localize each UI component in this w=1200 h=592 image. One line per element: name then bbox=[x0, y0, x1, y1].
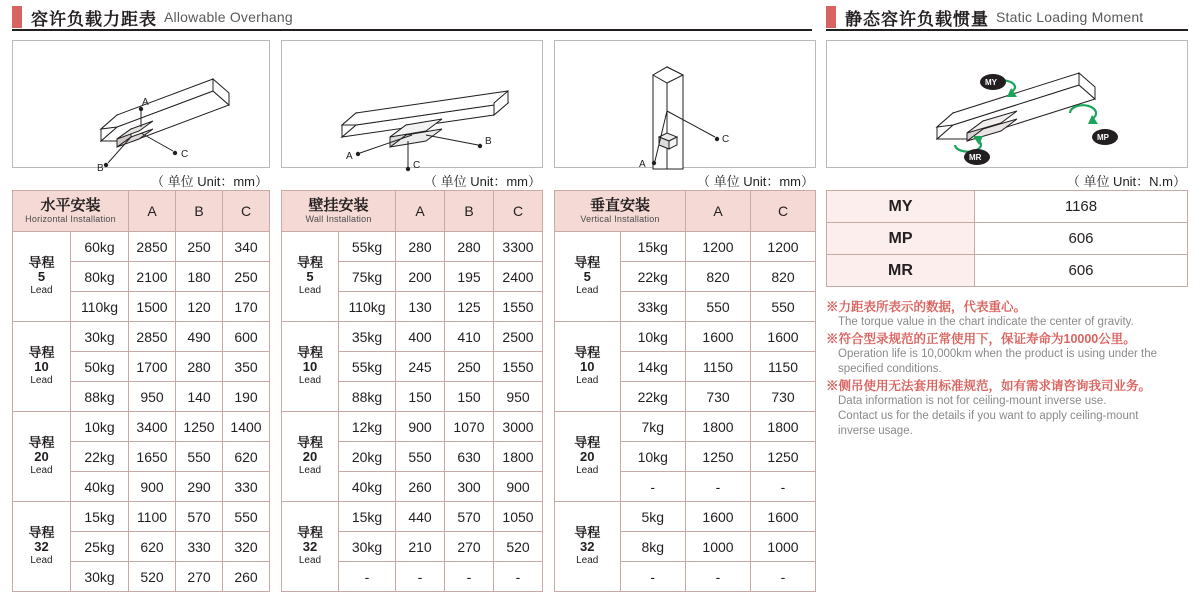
panel-horizontal bbox=[12, 40, 270, 592]
cell-b: 570 bbox=[176, 502, 223, 532]
header-cn: 壁挂安装 bbox=[308, 196, 369, 214]
lead-num: 32 bbox=[34, 538, 49, 554]
cell-kg: 8kg bbox=[620, 532, 686, 562]
cell-c: 3000 bbox=[494, 412, 543, 442]
cell-a: 3400 bbox=[129, 412, 176, 442]
note-en: Operation life is 10,000km when the product is using under the bbox=[838, 348, 1157, 360]
header-rule-right bbox=[826, 29, 1188, 31]
lead-cn: 导程 bbox=[296, 434, 323, 450]
cell-c: 190 bbox=[223, 382, 270, 412]
note-cn: ※符合型录规范的正常使用下，保证寿命为10000公里。 bbox=[826, 332, 1136, 346]
lead-cn: 导程 bbox=[574, 344, 601, 360]
table-row bbox=[282, 232, 543, 262]
cell-c: 1800 bbox=[751, 412, 816, 442]
cell-c: 600 bbox=[223, 322, 270, 352]
cell-kg: 10kg bbox=[620, 442, 686, 472]
cell-kg: 33kg bbox=[620, 292, 686, 322]
cell-b: 290 bbox=[176, 472, 223, 502]
lead-num: 10 bbox=[302, 358, 318, 374]
lead-en: Lead bbox=[576, 284, 599, 296]
note-item bbox=[826, 379, 1188, 439]
table-wall bbox=[281, 190, 543, 592]
cell-c: 2400 bbox=[494, 262, 543, 292]
cell-kg: 22kg bbox=[620, 382, 686, 412]
lead-group-cell bbox=[13, 322, 71, 412]
cell-c: 3300 bbox=[494, 232, 543, 262]
cell-a: 1600 bbox=[686, 322, 751, 352]
cell-kg: 25kg bbox=[71, 532, 129, 562]
cell-b: 330 bbox=[176, 532, 223, 562]
lead-num: 20 bbox=[580, 448, 595, 464]
cell-kg: 88kg bbox=[339, 382, 396, 412]
table-row bbox=[13, 322, 270, 352]
lead-num: 10 bbox=[34, 358, 49, 374]
lead-group-cell bbox=[555, 232, 621, 322]
cell-kg: 50kg bbox=[71, 352, 129, 382]
cell-c: 550 bbox=[751, 292, 816, 322]
cell-b: 570 bbox=[445, 502, 494, 532]
lead-cn: 导程 bbox=[296, 344, 323, 360]
lead-num: 5 bbox=[306, 268, 314, 284]
lead-num: 5 bbox=[37, 268, 46, 284]
cell-kg: 55kg bbox=[339, 352, 396, 382]
table-row bbox=[555, 322, 816, 352]
cell-c: 620 bbox=[223, 442, 270, 472]
cell-c: 950 bbox=[494, 382, 543, 412]
cell-kg: - bbox=[620, 562, 686, 592]
cell-a: 2850 bbox=[129, 322, 176, 352]
cell-a: 1600 bbox=[686, 502, 751, 532]
svg-text:B: B bbox=[97, 163, 104, 174]
cell-c: 730 bbox=[751, 382, 816, 412]
cell-c: 520 bbox=[494, 532, 543, 562]
cell-b: 1070 bbox=[445, 412, 494, 442]
lead-cn: 导程 bbox=[574, 434, 601, 450]
cell-a: 730 bbox=[686, 382, 751, 412]
note-en: inverse usage. bbox=[838, 425, 913, 437]
panel-vertical bbox=[554, 40, 816, 592]
cell-b: - bbox=[445, 562, 494, 592]
col-b: B bbox=[176, 191, 223, 232]
cell-kg: 30kg bbox=[71, 322, 129, 352]
cell-kg: 110kg bbox=[71, 292, 129, 322]
lead-en: Lead bbox=[30, 554, 53, 566]
cell-c: 820 bbox=[751, 262, 816, 292]
cell-kg: 15kg bbox=[339, 502, 396, 532]
diagram-horizontal bbox=[12, 40, 270, 174]
lead-en: Lead bbox=[576, 374, 599, 386]
cell-b: 270 bbox=[176, 562, 223, 592]
moment-label: MY bbox=[827, 191, 975, 223]
cell-c: - bbox=[751, 562, 816, 592]
lead-group-cell bbox=[555, 502, 621, 592]
cell-a: 1800 bbox=[686, 412, 751, 442]
cell-c: 1400 bbox=[223, 412, 270, 442]
cell-kg: 35kg bbox=[339, 322, 396, 352]
lead-cn: 导程 bbox=[574, 524, 601, 540]
header-title-cn-right: 静态容许负载惯量 bbox=[845, 9, 989, 29]
note-cn: ※侧吊使用无法套用标准规范，如有需求请咨询我司业务。 bbox=[826, 379, 1152, 393]
cell-c: 1200 bbox=[751, 232, 816, 262]
moment-value: 1168 bbox=[975, 191, 1188, 223]
cell-kg: 110kg bbox=[339, 292, 396, 322]
table-header-name-vertical bbox=[555, 191, 686, 232]
cell-b: 120 bbox=[176, 292, 223, 322]
cell-b: 180 bbox=[176, 262, 223, 292]
table-row bbox=[13, 502, 270, 532]
lead-en: Lead bbox=[30, 374, 53, 386]
unit-label-vertical: （ 单位 Unit：mm） bbox=[696, 174, 814, 189]
cell-a: 900 bbox=[129, 472, 176, 502]
note-en: The torque value in the chart indicate the center of gravity. bbox=[838, 316, 1134, 328]
lead-num: 20 bbox=[302, 448, 318, 464]
cell-c: 1150 bbox=[751, 352, 816, 382]
cell-c: - bbox=[751, 472, 816, 502]
col-c: C bbox=[223, 191, 270, 232]
lead-group-cell bbox=[13, 502, 71, 592]
cell-kg: 88kg bbox=[71, 382, 129, 412]
cell-c: 330 bbox=[223, 472, 270, 502]
cell-kg: 15kg bbox=[71, 502, 129, 532]
cell-a: 620 bbox=[129, 532, 176, 562]
svg-text:MP: MP bbox=[1097, 133, 1109, 142]
lead-group-cell bbox=[555, 322, 621, 412]
cell-kg: 80kg bbox=[71, 262, 129, 292]
svg-text:A: A bbox=[639, 159, 646, 170]
lead-group-cell bbox=[282, 412, 339, 502]
cell-a: 1700 bbox=[129, 352, 176, 382]
cell-a: 820 bbox=[686, 262, 751, 292]
cell-c: 1600 bbox=[751, 322, 816, 352]
svg-text:B: B bbox=[485, 136, 492, 147]
header-en: Wall Installation bbox=[305, 213, 372, 224]
cell-c: 340 bbox=[223, 232, 270, 262]
cell-b: 140 bbox=[176, 382, 223, 412]
cell-kg: 75kg bbox=[339, 262, 396, 292]
unit-label-moment: （ 单位 Unit：N.m） bbox=[1066, 174, 1186, 189]
svg-text:C: C bbox=[181, 149, 189, 160]
cell-b: 250 bbox=[445, 352, 494, 382]
table-row bbox=[555, 232, 816, 262]
cell-a: 1000 bbox=[686, 532, 751, 562]
table-vertical bbox=[554, 190, 816, 592]
cell-kg: 20kg bbox=[339, 442, 396, 472]
lead-num: 20 bbox=[34, 448, 49, 464]
cell-kg: 30kg bbox=[339, 532, 396, 562]
section-header-right bbox=[826, 4, 1143, 30]
col-a: A bbox=[129, 191, 176, 232]
diagram-moment bbox=[826, 40, 1188, 168]
header-title-en-right: Static Loading Moment bbox=[996, 9, 1144, 25]
cell-c: 170 bbox=[223, 292, 270, 322]
cell-c: 1550 bbox=[494, 352, 543, 382]
cell-kg: 14kg bbox=[620, 352, 686, 382]
cell-c: 350 bbox=[223, 352, 270, 382]
lead-en: Lead bbox=[30, 464, 53, 476]
cell-a: 950 bbox=[129, 382, 176, 412]
cell-a: 1100 bbox=[129, 502, 176, 532]
cell-c: 1600 bbox=[751, 502, 816, 532]
lead-group-cell bbox=[282, 232, 339, 322]
cell-c: 900 bbox=[494, 472, 543, 502]
lead-group-cell bbox=[282, 322, 339, 412]
note-item bbox=[826, 332, 1188, 377]
cell-c: 1550 bbox=[494, 292, 543, 322]
notes-block bbox=[826, 300, 1188, 439]
svg-text:C: C bbox=[722, 134, 730, 145]
cell-kg: 5kg bbox=[620, 502, 686, 532]
cell-c: 2500 bbox=[494, 322, 543, 352]
cell-b: 300 bbox=[445, 472, 494, 502]
lead-num: 5 bbox=[583, 268, 591, 284]
table-row bbox=[827, 191, 1188, 223]
moment-label: MP bbox=[827, 223, 975, 255]
lead-cn: 导程 bbox=[296, 524, 323, 540]
lead-group-cell bbox=[13, 412, 71, 502]
diagram-wall bbox=[281, 40, 543, 171]
lead-group-cell bbox=[282, 502, 339, 592]
cell-kg: - bbox=[339, 562, 396, 592]
cell-kg: 40kg bbox=[71, 472, 129, 502]
cell-kg: 30kg bbox=[71, 562, 129, 592]
lead-num: 32 bbox=[302, 538, 318, 554]
lead-cn: 导程 bbox=[28, 524, 55, 540]
lead-group-cell bbox=[13, 232, 71, 322]
cell-a: 1650 bbox=[129, 442, 176, 472]
header-cn: 水平安装 bbox=[40, 196, 101, 214]
table-moment bbox=[826, 190, 1188, 287]
table-row bbox=[555, 412, 816, 442]
cell-c: 1000 bbox=[751, 532, 816, 562]
svg-text:A: A bbox=[142, 97, 149, 108]
cell-a: 130 bbox=[396, 292, 445, 322]
lead-en: Lead bbox=[298, 554, 322, 566]
cell-a: 150 bbox=[396, 382, 445, 412]
diagram-vertical bbox=[554, 40, 816, 168]
moment-value: 606 bbox=[975, 223, 1188, 255]
cell-kg: 22kg bbox=[71, 442, 129, 472]
header-accent-bar-right bbox=[826, 6, 836, 28]
header-rule-left bbox=[12, 29, 812, 31]
cell-kg: 22kg bbox=[620, 262, 686, 292]
note-en: Contact us for the details if you want to apply ceiling-mount bbox=[838, 410, 1139, 422]
svg-text:A: A bbox=[346, 151, 353, 162]
cell-a: 900 bbox=[396, 412, 445, 442]
col-b: B bbox=[445, 191, 494, 232]
cell-a: 245 bbox=[396, 352, 445, 382]
cell-a: 2850 bbox=[129, 232, 176, 262]
table-row bbox=[282, 502, 543, 532]
cell-a: 260 bbox=[396, 472, 445, 502]
section-header-left bbox=[12, 4, 293, 30]
table-row bbox=[282, 412, 543, 442]
cell-b: 250 bbox=[176, 232, 223, 262]
lead-en: Lead bbox=[576, 554, 599, 566]
cell-b: 1250 bbox=[176, 412, 223, 442]
cell-kg: 15kg bbox=[620, 232, 686, 262]
lead-num: 10 bbox=[580, 358, 595, 374]
lead-en: Lead bbox=[576, 464, 599, 476]
col-a: A bbox=[396, 191, 445, 232]
panel-moment bbox=[826, 40, 1188, 441]
cell-a: 520 bbox=[129, 562, 176, 592]
cell-a: 280 bbox=[396, 232, 445, 262]
lead-num: 32 bbox=[580, 538, 595, 554]
cell-b: 150 bbox=[445, 382, 494, 412]
header-cn: 垂直安装 bbox=[589, 196, 650, 214]
cell-a: 200 bbox=[396, 262, 445, 292]
svg-text:MY: MY bbox=[985, 78, 997, 87]
cell-kg: - bbox=[620, 472, 686, 502]
cell-kg: 55kg bbox=[339, 232, 396, 262]
cell-kg: 10kg bbox=[620, 322, 686, 352]
note-en: Data information is not for ceiling-mount inverse use. bbox=[838, 395, 1107, 407]
cell-b: 630 bbox=[445, 442, 494, 472]
cell-a: - bbox=[396, 562, 445, 592]
cell-b: 280 bbox=[176, 352, 223, 382]
lead-group-cell bbox=[555, 412, 621, 502]
table-row bbox=[555, 502, 816, 532]
cell-b: 410 bbox=[445, 322, 494, 352]
moment-value: 606 bbox=[975, 255, 1188, 287]
cell-a: 1150 bbox=[686, 352, 751, 382]
cell-b: 270 bbox=[445, 532, 494, 562]
cell-kg: 60kg bbox=[71, 232, 129, 262]
table-header-name-horizontal bbox=[13, 191, 129, 232]
header-title-en: Allowable Overhang bbox=[164, 9, 293, 25]
cell-c: 320 bbox=[223, 532, 270, 562]
cell-kg: 10kg bbox=[71, 412, 129, 442]
cell-a: 440 bbox=[396, 502, 445, 532]
svg-text:MR: MR bbox=[969, 153, 982, 162]
cell-c: 260 bbox=[223, 562, 270, 592]
note-item bbox=[826, 300, 1188, 330]
lead-cn: 导程 bbox=[28, 434, 55, 450]
cell-c: 550 bbox=[223, 502, 270, 532]
cell-c: 1050 bbox=[494, 502, 543, 532]
lead-en: Lead bbox=[298, 374, 322, 386]
header-en: Vertical Installation bbox=[580, 213, 660, 224]
cell-c: 1250 bbox=[751, 442, 816, 472]
cell-a: 1200 bbox=[686, 232, 751, 262]
cell-a: 550 bbox=[396, 442, 445, 472]
lead-cn: 导程 bbox=[296, 254, 323, 270]
table-row bbox=[827, 255, 1188, 287]
unit-label-horizontal: （ 单位 Unit：mm） bbox=[150, 174, 268, 189]
col-c: C bbox=[494, 191, 543, 232]
cell-b: 280 bbox=[445, 232, 494, 262]
unit-label-wall: （ 单位 Unit：mm） bbox=[423, 174, 541, 189]
cell-b: 490 bbox=[176, 322, 223, 352]
cell-kg: 12kg bbox=[339, 412, 396, 442]
lead-en: Lead bbox=[30, 284, 53, 296]
cell-c: 250 bbox=[223, 262, 270, 292]
cell-c: 1800 bbox=[494, 442, 543, 472]
cell-kg: 40kg bbox=[339, 472, 396, 502]
table-row bbox=[13, 232, 270, 262]
cell-b: 195 bbox=[445, 262, 494, 292]
cell-b: 550 bbox=[176, 442, 223, 472]
svg-text:C: C bbox=[413, 160, 421, 171]
lead-en: Lead bbox=[298, 464, 322, 476]
cell-kg: 7kg bbox=[620, 412, 686, 442]
table-row bbox=[13, 412, 270, 442]
table-horizontal bbox=[12, 190, 270, 592]
panel-wall bbox=[281, 40, 543, 592]
table-row bbox=[827, 223, 1188, 255]
lead-cn: 导程 bbox=[28, 344, 55, 360]
table-header-name-wall bbox=[282, 191, 396, 232]
lead-cn: 导程 bbox=[574, 254, 601, 270]
table-row bbox=[282, 322, 543, 352]
cell-a: 400 bbox=[396, 322, 445, 352]
col-a: A bbox=[686, 191, 751, 232]
note-cn: ※力距表所表示的数据，代表重心。 bbox=[826, 300, 1027, 314]
header-title-cn: 容许负载力距表 bbox=[31, 9, 157, 29]
cell-a: - bbox=[686, 472, 751, 502]
cell-a: 1250 bbox=[686, 442, 751, 472]
note-en: specified conditions. bbox=[838, 363, 942, 375]
col-c: C bbox=[751, 191, 816, 232]
cell-c: - bbox=[494, 562, 543, 592]
header-en: Horizontal Installation bbox=[25, 213, 116, 224]
cell-b: 125 bbox=[445, 292, 494, 322]
cell-a: 2100 bbox=[129, 262, 176, 292]
cell-a: 1500 bbox=[129, 292, 176, 322]
cell-a: - bbox=[686, 562, 751, 592]
lead-cn: 导程 bbox=[28, 254, 55, 270]
cell-a: 550 bbox=[686, 292, 751, 322]
moment-label: MR bbox=[827, 255, 975, 287]
lead-en: Lead bbox=[298, 284, 322, 296]
header-accent-bar bbox=[12, 6, 22, 28]
cell-a: 210 bbox=[396, 532, 445, 562]
